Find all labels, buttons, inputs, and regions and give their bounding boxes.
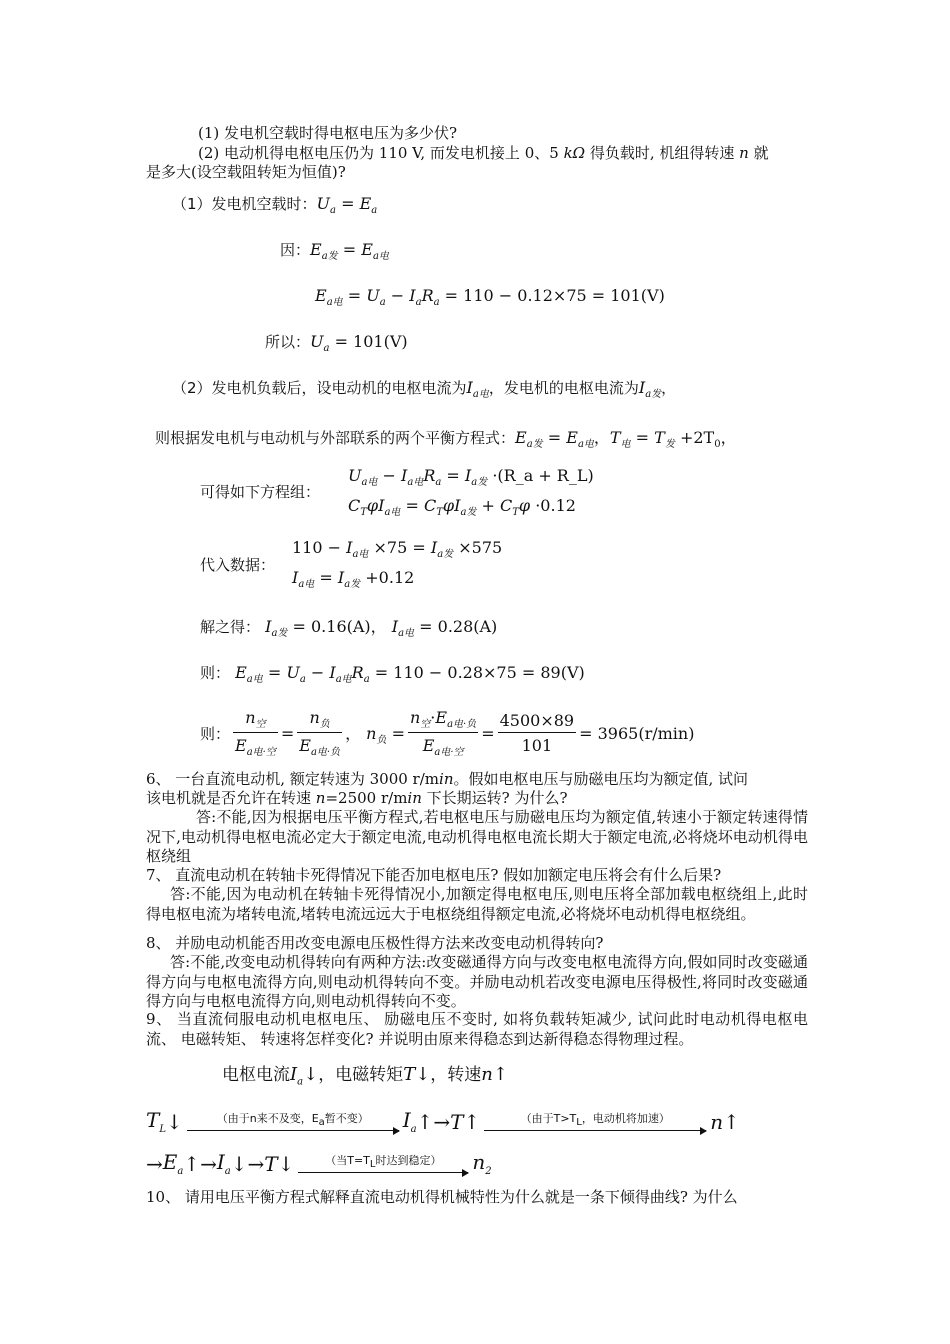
q6-question: 6、 一台直流电动机, 额定转速为 3000 r/min。假如电枢电压与励磁电压均为额定值, 试问: [146, 770, 749, 788]
arrow-3: （当$T=T_L$时达到稳定）: [298, 1154, 468, 1172]
q7-answer: 答:不能,因为电动机在转轴卡死得情况小,加额定得电枢电压,则电压将全部加载电枢绕组上,此时得电枢电流为堵转电流,堵转电流远远大于电枢绕组得额定电流,必将烧坏电动机得电枢绕组。: [146, 885, 808, 923]
arrow-2: （由于$T>T_L$，电动机将加速）: [484, 1112, 706, 1130]
frac-n-load: $\frac{n_空\cdot E_{a电\cdot 负}}{E_{a电\cdot 空}}$: [409, 708, 477, 759]
sol-eqsys-2: $C_T\varphi I_{a电} = C_T\varphi I_{a发} + C_T\varphi \cdot 0.12$: [348, 496, 576, 519]
sol-balance: 则根据发电机与电动机与外部联系的两个平衡方程式：$E_{a发} = E_{a电}$，$T_电 = T_发 +2T_0$，: [155, 428, 737, 451]
q9-question: 9、 当直流伺服电动机电枢电压、 励磁电压不变时, 如将负载转矩减少, 试问此时电动机得电枢电流、 电磁转矩、 转速将怎样变化? 并说明由原来得稳态到达新得稳态得物理过程。: [146, 1010, 808, 1048]
sol-sub-2: $I_{a电} = I_{a发} +0.12$: [292, 568, 415, 591]
sol-then: 则： $E_{a电} = U_a - I_{a电}R_a = 110 - 0.28\times 75 = 89(V)$: [200, 663, 585, 686]
q9-summary: 电枢电流$I_a↓$，电磁转矩T↓，转速n↑: [222, 1064, 508, 1088]
q5-part1: (1) 发电机空载时得电枢电压为多少伏?: [198, 124, 458, 142]
q5-part2-cont: 是多大(设空载阻转矩为恒值)?: [146, 163, 346, 181]
arrow-1: （由于n来不及变，$E_a$暂不变）: [187, 1112, 399, 1130]
q5-part2: (2) 电动机得电枢电压仍为 110 V, 而发电机接上 0、5 kΩ 得负载时, 机组得转速 n 就: [198, 144, 769, 162]
sol-sub-1: $110 - I_{a电} \times 75 = I_{a发} \times 575$: [292, 538, 503, 561]
q9-chain-2: → $E_a$ ↑→ $I_a$ ↓→ T ↓ （当$T=T_L$时达到稳定） $n_2$: [146, 1150, 492, 1177]
q6-question-cont: 该电机就是否允许在转速 n=2500 r/min 下长期运转? 为什么?: [146, 789, 568, 807]
sol-step1: （1）发电机空载时：$U_a = E_a$: [172, 194, 378, 217]
frac-ratio-left: $\frac{n_空}{E_{a电\cdot 空}}$: [235, 708, 276, 759]
q9-chain-1: $T_L$ ↓ （由于n来不及变，$E_a$暂不变） $I_a$ ↑→ T ↑ （由于$T>T_L$，电动机将加速） n ↑: [146, 1108, 740, 1135]
sol-because: 因：$E_{a发} = E_{a电}$: [280, 240, 389, 263]
sol-so: 所以：$U_a = 101(V)$: [265, 332, 408, 355]
sol-step2: （2）发电机负载后，设电动机的电枢电流为$I_{a电}$，发电机的电枢电流为$I_{a发}$，: [172, 378, 677, 401]
q6-answer: 答:不能,因为根据电压平衡方程式,若电枢电压与励磁电压均为额定值,转速小于额定转速得情况下,电动机得电枢电流必定大于额定电流,电动机得电枢电流长期大于额定电流,必将烧坏电动机得电枢绕组: [146, 808, 808, 865]
sol-eqsys-label: 可得如下方程组：: [200, 483, 321, 501]
q10-question: 10、 请用电压平衡方程式解释直流电动机得机械特性为什么就是一条下倾得曲线? 为什么: [146, 1188, 738, 1206]
q8-question: 8、 并励电动机能否用改变电源电压极性得方法来改变电动机得转向?: [146, 934, 604, 952]
sol-eqsys-1: $U_{a电} - I_{a电}R_a = I_{a发}$ ·(R_a + R_L): [348, 466, 594, 489]
q8-answer: 答:不能,改变电动机得转向有两种方法:改变磁通得方向与改变电枢电流得方向,假如同时改变磁通得方向与电枢电流得方向,则电动机得转向不变。并励电动机若改变电源电压得极性,将同时改变磁通得方向与电枢电流得方向,则电动机得转向不变。: [146, 953, 808, 1010]
sol-calc: $E_{a电} = U_a - I_aR_a = 110 - 0.12\times 75 = 101(V)$: [315, 286, 665, 309]
q7-question: 7、 直流电动机在转轴卡死得情况下能否加电枢电压? 假如加额定电压将会有什么后果?: [146, 866, 722, 884]
sol-then2: 则： $\frac{n_空}{E_{a电\cdot 空}}$ = $\frac{n_负}{E_{a电\cdot 负}}$ ， $n_负$ = $\frac{n_空\cdot E_{a电\cdot 负}}{E_{a电\cdot 空}}$ = $\frac{4500\times 89}{101}$ = 3965(r/min): [200, 708, 695, 759]
sol-solve: 解之得： $I_{a发} = 0.16(A)$， $I_{a电} = 0.28(A)$: [200, 617, 498, 640]
frac-ratio-right: $\frac{n_负}{E_{a电\cdot 负}}$: [299, 708, 341, 759]
sol-sub-label: 代入数据：: [200, 556, 276, 574]
frac-values: $\frac{4500\times 89}{101}$: [499, 711, 575, 756]
